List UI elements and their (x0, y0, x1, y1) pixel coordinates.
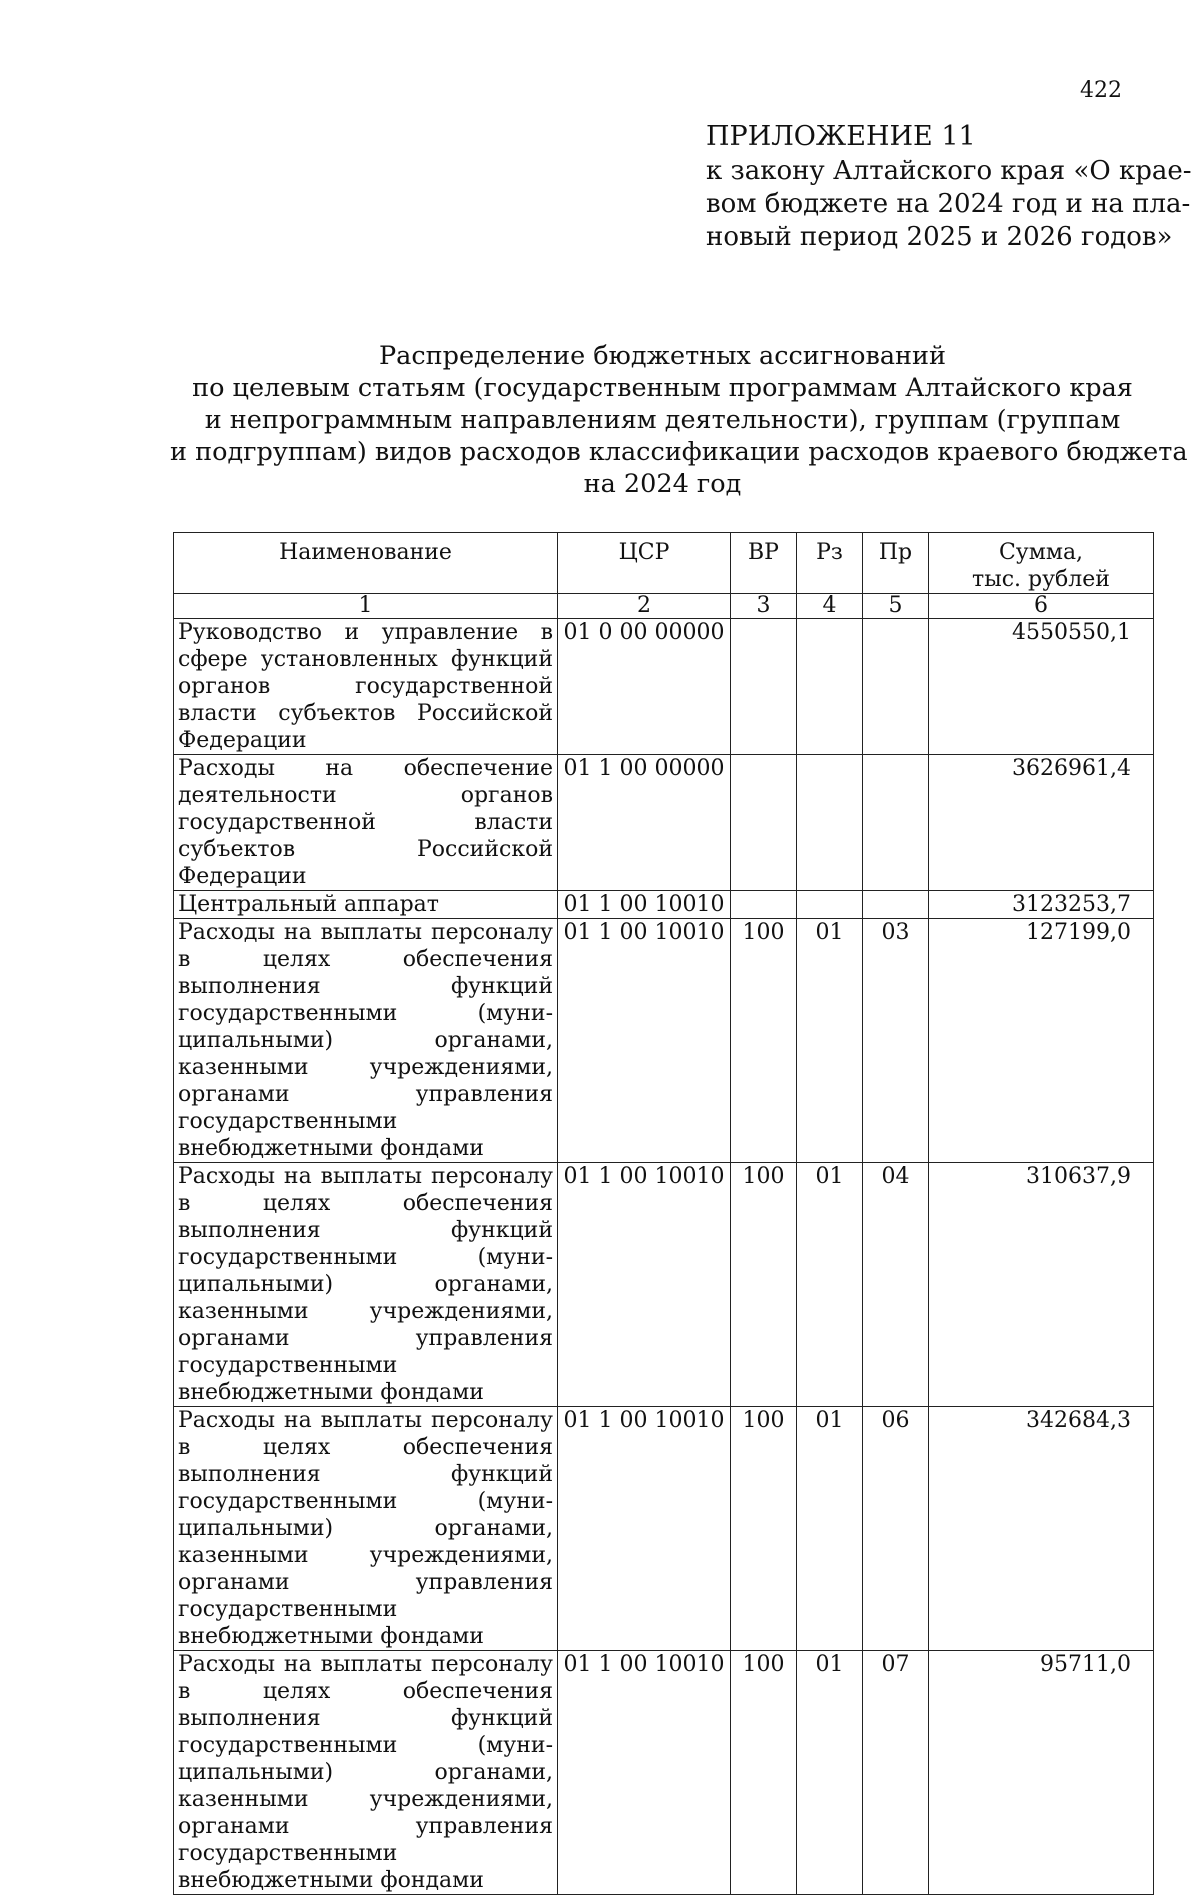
row-rz: 01 (797, 919, 863, 1163)
row-name: Расходы на выплаты персоналу в целях обеспечения выполнения функций государственными (муниципальными) органами, казенными учреждениями, органами управления государственными внебюджетными фондами (174, 919, 558, 1163)
column-number: 1 (174, 594, 558, 619)
row-name: Расходы на обеспечение деятельности органов государственной власти субъектов Российской Федерации (174, 755, 558, 891)
row-vr: 100 (731, 1163, 797, 1407)
table-row (174, 1651, 1154, 1895)
appendix-line: к закону Алтайского края «О крае- (706, 156, 1192, 186)
column-number-row (174, 594, 1154, 619)
table-row (174, 1163, 1154, 1407)
row-rz (797, 755, 863, 891)
row-pr: 06 (863, 1407, 929, 1651)
title-line: и подгруппам) видов расходов классификации расходов краевого бюджета (170, 437, 1188, 467)
row-rz (797, 891, 863, 919)
row-name: Расходы на выплаты персоналу в целях обеспечения выполнения функций государственными (муниципальными) органами, казенными учреждениями, органами управления государственными внебюджетными фондами (174, 1651, 558, 1895)
row-sum: 127199,0 (929, 919, 1154, 1163)
document-title (170, 340, 1188, 500)
table-header-row (174, 533, 1154, 594)
row-name: Центральный аппарат (174, 891, 558, 919)
header-csr: ЦСР (558, 533, 731, 594)
table-row (174, 619, 1154, 755)
header-name: Наименование (174, 533, 558, 594)
row-csr: 01 1 00 10010 (558, 1407, 731, 1651)
table-row (174, 919, 1154, 1163)
row-sum: 310637,9 (929, 1163, 1154, 1407)
appendix-line: вом бюджете на 2024 год и на пла- (706, 189, 1191, 219)
row-sum: 4550550,1 (929, 619, 1154, 755)
row-sum: 3626961,4 (929, 755, 1154, 891)
title-line: по целевым статьям (государственным программам Алтайского края (192, 373, 1133, 403)
appendix-line: новый период 2025 и 2026 годов» (706, 222, 1173, 252)
column-number: 4 (797, 594, 863, 619)
row-vr: 100 (731, 1651, 797, 1895)
header-vr: ВР (731, 533, 797, 594)
row-sum: 95711,0 (929, 1651, 1154, 1895)
row-rz: 01 (797, 1407, 863, 1651)
row-vr (731, 619, 797, 755)
row-rz: 01 (797, 1163, 863, 1407)
row-pr: 03 (863, 919, 929, 1163)
appendix-block (706, 120, 1192, 254)
header-pr: Пр (863, 533, 929, 594)
row-sum: 342684,3 (929, 1407, 1154, 1651)
row-rz: 01 (797, 1651, 863, 1895)
header-sum (929, 533, 1154, 594)
row-vr: 100 (731, 919, 797, 1163)
table-row (174, 755, 1154, 891)
row-csr: 01 1 00 10010 (558, 1651, 731, 1895)
row-vr (731, 755, 797, 891)
row-csr: 01 1 00 10010 (558, 891, 731, 919)
row-name: Расходы на выплаты персоналу в целях обеспечения выполнения функций государственными (муниципальными) органами, казенными учреждениями, органами управления государственными внебюджетными фондами (174, 1407, 558, 1651)
row-vr: 100 (731, 1407, 797, 1651)
row-vr (731, 891, 797, 919)
table-row (174, 1407, 1154, 1651)
title-line: Распределение бюджетных ассигнований (378, 341, 947, 371)
page-number: 422 (1080, 78, 1122, 103)
column-number: 3 (731, 594, 797, 619)
row-rz (797, 619, 863, 755)
row-pr (863, 619, 929, 755)
row-sum: 3123253,7 (929, 891, 1154, 919)
row-pr: 04 (863, 1163, 929, 1407)
row-name: Руководство и управление в сфере установленных функций органов государственной власти субъектов Российской Федерации (174, 619, 558, 755)
header-sum-line1: Сумма, (998, 540, 1084, 565)
row-pr: 07 (863, 1651, 929, 1895)
header-sum-line2: тыс. рублей (972, 567, 1110, 592)
row-csr: 01 1 00 00000 (558, 755, 731, 891)
row-pr (863, 891, 929, 919)
row-name: Расходы на выплаты персоналу в целях обеспечения выполнения функций государственными (муниципальными) органами, казенными учреждениями, органами управления государственными внебюджетными фондами (174, 1163, 558, 1407)
row-csr: 01 1 00 10010 (558, 1163, 731, 1407)
title-line: на 2024 год (583, 469, 742, 499)
row-csr: 01 0 00 00000 (558, 619, 731, 755)
column-number: 2 (558, 594, 731, 619)
appendix-title: ПРИЛОЖЕНИЕ 11 (706, 121, 976, 152)
title-line: и непрограммным направлениям деятельности), группам (группам (204, 405, 1121, 435)
header-rz: Рз (797, 533, 863, 594)
row-pr (863, 755, 929, 891)
budget-table (173, 532, 1154, 1895)
row-csr: 01 1 00 10010 (558, 919, 731, 1163)
column-number: 5 (863, 594, 929, 619)
column-number: 6 (929, 594, 1154, 619)
table-row (174, 891, 1154, 919)
